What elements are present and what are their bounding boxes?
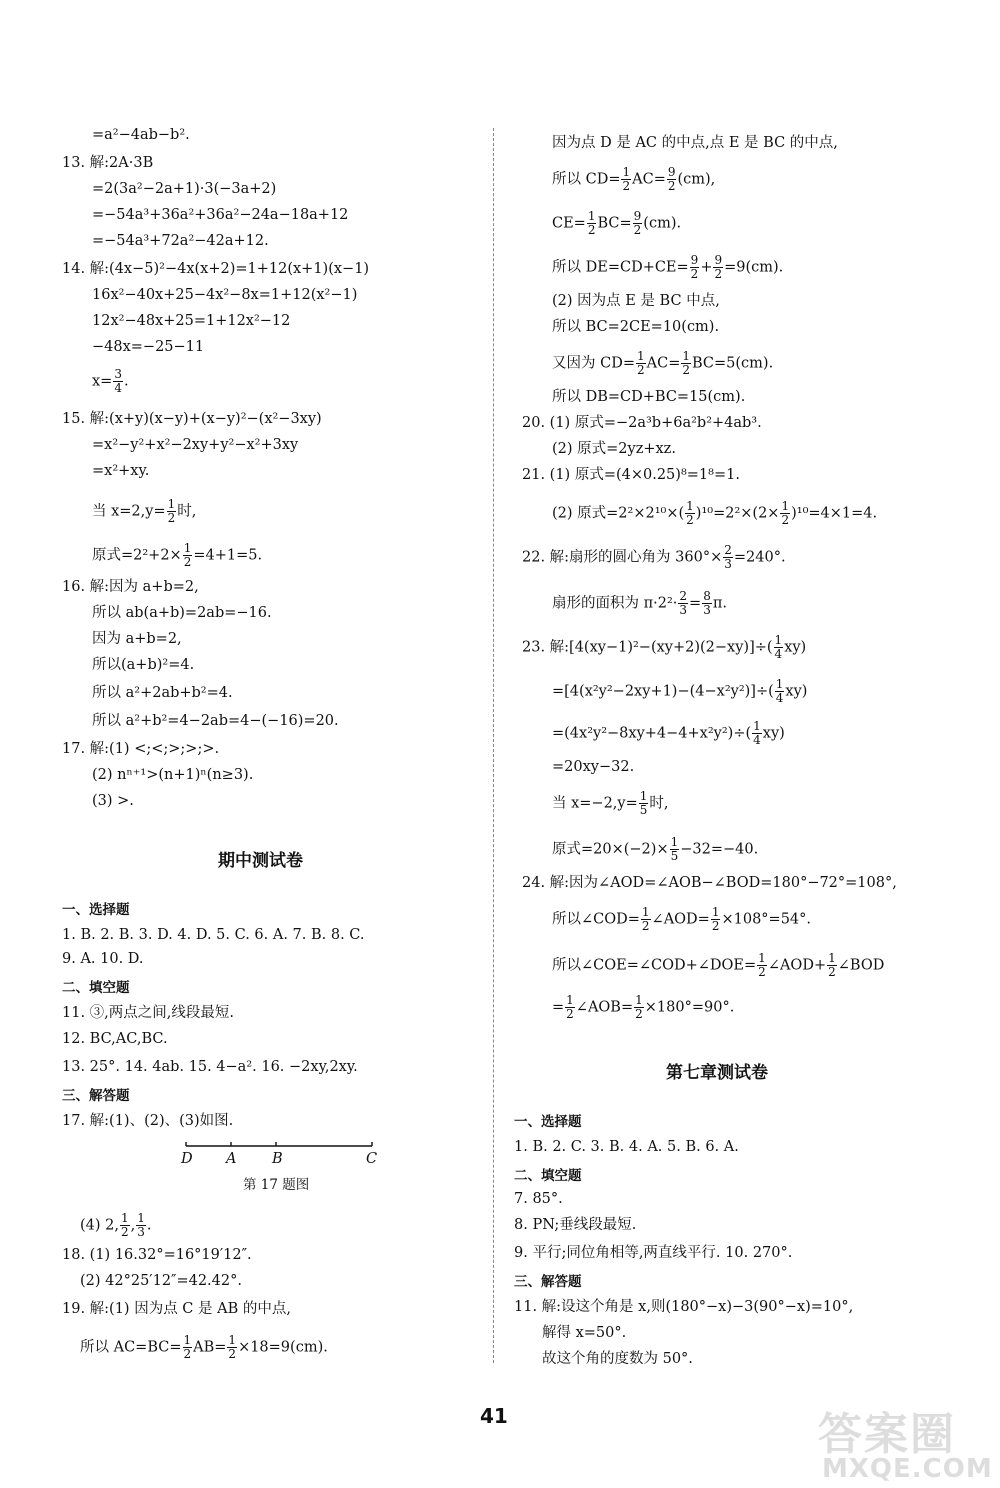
choice-answers: 9. A. 10. D.: [62, 951, 144, 967]
answer-19-line: 所以 BC=2CE=10(cm).: [552, 319, 720, 335]
fill-answer: 11. ③,两点之间,线段最短.: [62, 1005, 234, 1021]
point-label-c: C: [366, 1151, 378, 1167]
fraction: $\frac{1}{2}$: [636, 349, 645, 377]
fraction: $\frac{2}{3}$: [679, 589, 688, 617]
answer-16-line: 所以 a²+2ab+b²=4.: [92, 685, 233, 701]
answer-18-line: (2) 42°25′12″=42.42°.: [80, 1273, 242, 1289]
answer-16-line: 因为 a+b=2,: [92, 631, 182, 647]
section-title-midterm: 期中测试卷: [218, 851, 303, 871]
answer-19-line: CE= $\frac{1}{2}$ BC= $\frac{9}{2}$ (cm).: [552, 209, 682, 237]
answer-17-line: (4) 2, $\frac{1}{2}$ , $\frac{1}{3}$ .: [80, 1211, 152, 1239]
answer-20-line: 20. (1) 原式=−2a³b+6a²b²+4ab³.: [522, 415, 762, 431]
fill-answer: 13. 25°. 14. 4ab. 15. 4−a². 16. −2xy,2xy.: [62, 1059, 358, 1075]
answer-17-line: 17. 解:(1) <;<;>;>;>.: [62, 741, 220, 757]
expr: x=: [92, 373, 113, 390]
fraction: $\frac{1}{2}$: [641, 905, 650, 933]
figure-caption: 第 17 题图: [243, 1177, 310, 1193]
answer-16-line: 所以 a²+b²=4−2ab=4−(−16)=20.: [92, 713, 339, 729]
section-heading: 一、选择题: [514, 1114, 582, 1130]
answer-24-line: 所以∠COD= $\frac{1}{2}$ ∠AOD= $\frac{1}{2}$ ×108°=54°.: [552, 905, 812, 933]
answer-24-line: = $\frac{1}{2}$ ∠AOB= $\frac{1}{2}$ ×180°=90°.: [552, 993, 735, 1021]
answer-11-line: 11. 解:设这个角是 x,则(180°−x)−3(90°−x)=10°,: [514, 1299, 854, 1315]
watermark-logo: 答案圈: [818, 1409, 956, 1460]
answer-17-line: (2) nⁿ⁺¹>(n+1)ⁿ(n≥3).: [92, 767, 254, 783]
fraction: $\frac{1}{2}$: [686, 499, 694, 527]
answer-11-line: 解得 x=50°.: [542, 1325, 627, 1341]
answer-15-line: 15. 解:(x+y)(x−y)+(x−y)²−(x²−3xy): [62, 411, 322, 427]
answer-21-line: (2) 原式=2²×2¹⁰×( $\frac{1}{2}$ )¹⁰=2²×(2× $\frac{1}{2}$ )¹⁰=4×1=4.: [552, 499, 878, 527]
answer-16-line: 所以(a+b)²=4.: [92, 657, 195, 673]
answer-14-line: x= $\frac{3}{4}$ .: [92, 367, 129, 395]
fraction: $\frac{1}{5}$: [670, 835, 679, 863]
fraction: $\frac{1}{2}$: [622, 165, 631, 193]
fraction: $\frac{9}{2}$: [667, 165, 676, 193]
fraction: $\frac{1}{4}$: [775, 677, 784, 705]
section-heading: 一、选择题: [62, 902, 130, 918]
answer-23-line: =20xy−32.: [552, 759, 635, 775]
answer-22-line: 22. 解:扇形的圆心角为 360°× $\frac{2}{3}$ =240°.: [522, 543, 786, 571]
section-heading: 三、解答题: [514, 1274, 582, 1290]
answer-17-line: (3) >.: [92, 793, 134, 809]
fraction: $\frac{1}{2}$: [635, 993, 643, 1021]
point-label-a: A: [226, 1151, 237, 1167]
fraction: $\frac{1}{2}$: [828, 951, 836, 979]
fraction: $\frac{2}{3}$: [724, 543, 732, 571]
choice-answers: 1. B. 2. C. 3. B. 4. A. 5. B. 6. A.: [514, 1139, 739, 1155]
fraction: $\frac{3}{4}$: [114, 367, 122, 395]
fill-answer: 12. BC,AC,BC.: [62, 1031, 168, 1047]
fraction: $\frac{1}{2}$: [566, 993, 574, 1021]
answer-23-line: 23. 解:[4(xy−1)²−(xy+2)(2−xy)]÷( $\frac{1}{4}$ xy): [522, 633, 807, 661]
fraction: $\frac{1}{2}$: [228, 1333, 237, 1361]
answer-13-line: =2(3a²−2a+1)·3(−3a+2): [92, 181, 277, 197]
fill-answer: 8. PN;垂线段最短.: [514, 1217, 637, 1233]
answer-16-line: 所以 ab(a+b)=2ab=−16.: [92, 605, 272, 621]
answer-23-line: =[4(x²y²−2xy+1)−(4−x²y²)]÷( $\frac{1}{4}$ xy): [552, 677, 808, 705]
answer-24-line: 所以∠COE=∠COD+∠DOE= $\frac{1}{2}$ ∠AOD+ $\frac{1}{2}$ ∠BOD: [552, 951, 885, 979]
fraction: $\frac{1}{4}$: [753, 719, 761, 747]
answer-14-line: 12x²−48x+25=1+12x²−12: [92, 313, 291, 329]
equation-line: =a²−4ab−b².: [92, 127, 190, 143]
answer-14-line: 16x²−40x+25−4x²−8x=1+12(x²−1): [92, 287, 358, 303]
fill-answer: 7. 85°.: [514, 1191, 563, 1207]
answer-15-line: =x²−y²+x²−2xy+y²−x²+3xy: [92, 437, 299, 453]
fraction: $\frac{1}{2}$: [682, 349, 690, 377]
fraction: $\frac{1}{5}$: [639, 789, 648, 817]
section-heading: 三、解答题: [62, 1088, 130, 1104]
answer-16-line: 16. 解:因为 a+b=2,: [62, 579, 199, 595]
answer-17-line: 17. 解:(1)、(2)、(3)如图.: [62, 1113, 234, 1129]
fraction: $\frac{1}{2}$: [120, 1211, 129, 1239]
answer-15-line: =x²+xy.: [92, 463, 150, 479]
answer-19-line: 19. 解:(1) 因为点 C 是 AB 的中点,: [62, 1301, 291, 1317]
fraction: $\frac{1}{2}$: [781, 499, 790, 527]
answer-19-line: 所以 AC=BC= $\frac{1}{2}$ AB= $\frac{1}{2}$ ×18=9(cm).: [80, 1333, 328, 1361]
fraction: $\frac{1}{2}$: [758, 951, 766, 979]
answer-24-line: 24. 解:因为∠AOD=∠AOB−∠BOD=180°−72°=108°,: [522, 875, 897, 891]
answer-23-line: 当 x=−2,y= $\frac{1}{5}$ 时,: [552, 789, 669, 817]
answer-19-line: 所以 DE=CD+CE= $\frac{9}{2}$ + $\frac{9}{2}$ =9(cm).: [552, 253, 784, 281]
fraction: $\frac{9}{2}$: [690, 253, 699, 281]
section-heading: 二、填空题: [514, 1168, 582, 1184]
fraction: $\frac{9}{2}$: [633, 209, 642, 237]
fill-answer: 9. 平行;同位角相等,两直线平行. 10. 270°.: [514, 1245, 793, 1261]
answer-19-line: 因为点 D 是 AC 的中点,点 E 是 BC 的中点,: [552, 135, 838, 151]
section-heading: 二、填空题: [62, 980, 130, 996]
answer-23-line: 原式=20×(−2)× $\frac{1}{5}$ −32=−40.: [552, 835, 759, 863]
answer-22-line: 扇形的面积为 π·2²· $\frac{2}{3}$ = $\frac{8}{3}$ π.: [552, 589, 727, 617]
fraction: $\frac{1}{2}$: [711, 905, 720, 933]
fraction: $\frac{1}{2}$: [183, 1333, 192, 1361]
answer-14-line: 14. 解:(4x−5)²−4x(x+2)=1+12(x+1)(x−1): [62, 261, 370, 277]
answer-11-line: 故这个角的度数为 50°.: [542, 1351, 693, 1367]
column-divider: [493, 128, 494, 1363]
answer-23-line: =(4x²y²−8xy+4−4+x²y²)÷( $\frac{1}{4}$ xy): [552, 719, 785, 747]
fraction: $\frac{1}{3}$: [137, 1211, 145, 1239]
point-label-d: D: [181, 1151, 193, 1167]
fraction: $\frac{1}{4}$: [774, 633, 783, 661]
answer-19-line: 所以 CD= $\frac{1}{2}$ AC= $\frac{9}{2}$ (cm),: [552, 165, 716, 193]
fraction: $\frac{1}{2}$: [183, 541, 192, 569]
answer-18-line: 18. (1) 16.32°=16°19′12″.: [62, 1247, 252, 1263]
answer-14-line: −48x=−25−11: [92, 339, 205, 355]
answer-19-line: 所以 DB=CD+BC=15(cm).: [552, 389, 746, 405]
fraction: $\frac{8}{3}$: [703, 589, 711, 617]
answer-19-line: (2) 因为点 E 是 BC 中点,: [552, 293, 720, 309]
answer-15-line: 当 x=2,y= $\frac{1}{2}$ 时,: [92, 497, 197, 525]
answer-21-line: 21. (1) 原式=(4×0.25)⁸=1⁸=1.: [522, 467, 740, 483]
page-number: 41: [480, 1404, 508, 1428]
answer-19-line: 又因为 CD= $\frac{1}{2}$ AC= $\frac{1}{2}$ BC=5(cm).: [552, 349, 774, 377]
fraction: $\frac{9}{2}$: [714, 253, 723, 281]
answer-13-line: =−54a³+36a²+36a²−24a−18a+12: [92, 207, 349, 223]
point-label-b: B: [272, 1151, 283, 1167]
answer-13-line: 13. 解:2A·3B: [62, 155, 154, 171]
section-title-chapter7: 第七章测试卷: [666, 1063, 768, 1083]
fraction: $\frac{1}{2}$: [587, 209, 596, 237]
watermark-url: MXQE.COM: [822, 1454, 993, 1484]
choice-answers: 1. B. 2. B. 3. D. 4. D. 5. C. 6. A. 7. B. 8. C.: [62, 927, 365, 943]
fraction: $\frac{1}{2}$: [167, 497, 176, 525]
answer-15-line: 原式=2²+2× $\frac{1}{2}$ =4+1=5.: [92, 541, 263, 569]
answer-13-line: =−54a³+72a²−42a+12.: [92, 233, 269, 249]
answer-20-line: (2) 原式=2yz+xz.: [552, 441, 676, 457]
